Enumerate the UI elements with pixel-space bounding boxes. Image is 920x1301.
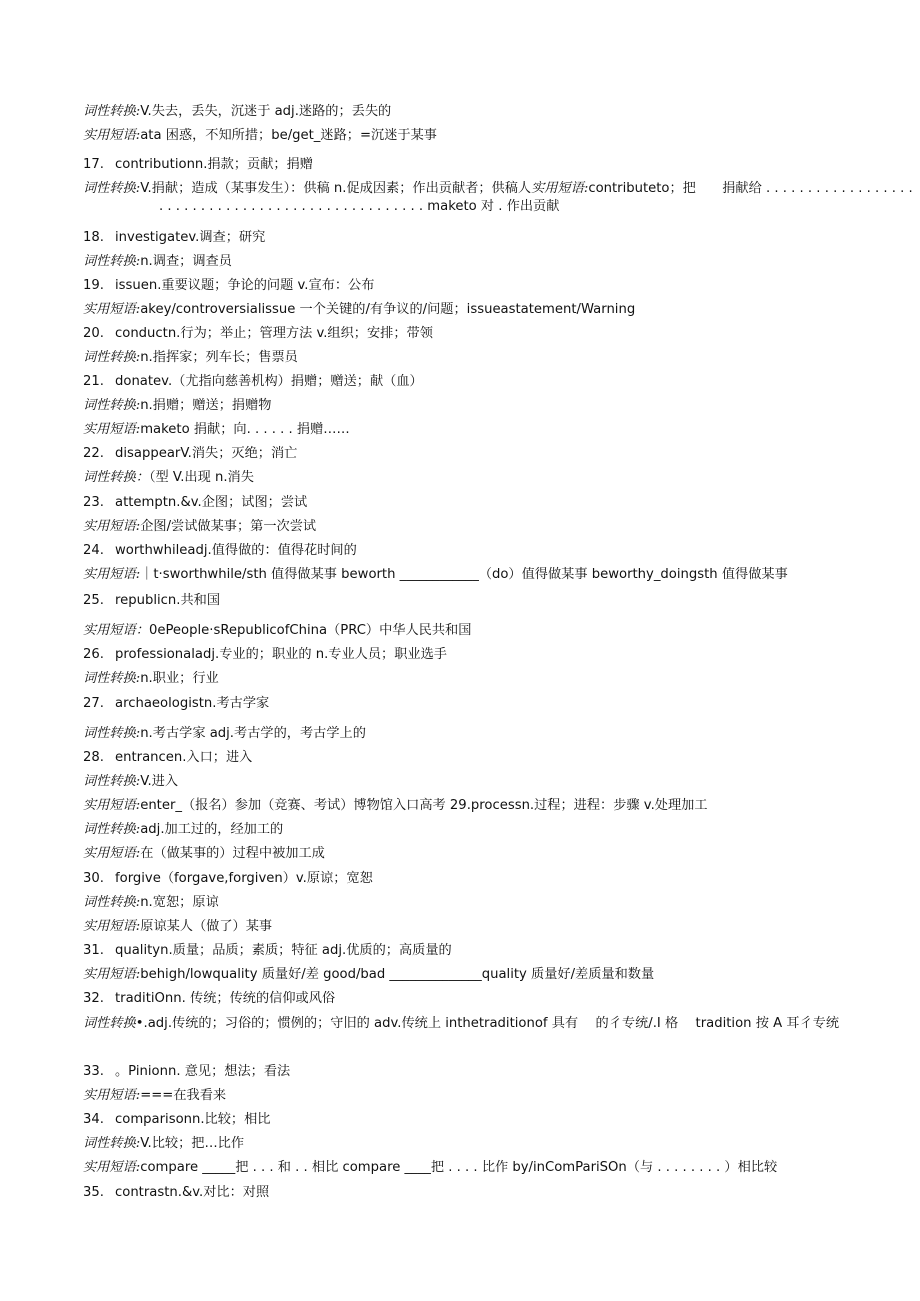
line-text: 0ePeople·sRepublicofChina（PRC）中华人民共和国 xyxy=(148,623,472,638)
line-text: investigatev.调查；研究 xyxy=(115,230,266,245)
entry-number: 22. xyxy=(83,446,104,461)
vocab-entry xyxy=(83,277,843,295)
line-label: 词性转换 xyxy=(83,895,136,910)
line-label: 词性转换 xyxy=(83,822,136,837)
line-text: republicn.共和国 xyxy=(115,593,221,608)
line-label: 实用短语 xyxy=(83,128,136,143)
phrase-line xyxy=(83,518,843,536)
line-text: attemptn.&v.企图；试图；尝试 xyxy=(115,495,308,510)
label-separator: ： xyxy=(135,623,149,638)
line-label: 词性转换 xyxy=(83,398,136,413)
entry-number: 35. xyxy=(83,1185,104,1200)
vocab-entry xyxy=(83,445,843,463)
label-separator: : xyxy=(135,398,141,413)
line-label: 词性转换 xyxy=(83,1136,136,1151)
word-form-line xyxy=(83,180,919,216)
line-label: 词性转换 xyxy=(83,774,136,789)
entry-number: 19. xyxy=(83,278,104,293)
entry-number: 24. xyxy=(83,543,104,558)
word-form-line xyxy=(83,103,843,121)
line-text: ata 困惑，不知所措；be/get_迷路；=沉迷于某事 xyxy=(140,128,437,143)
phrase-line xyxy=(83,1159,843,1177)
line-text: forgive（forgave,forgiven）v.原谅；宽恕 xyxy=(115,871,373,886)
label-separator: : xyxy=(135,967,141,982)
line-text: issuen.重要议题；争论的问题 v.宣布：公布 xyxy=(115,278,375,293)
line-label: 实用短语 xyxy=(83,967,136,982)
line-text: n.调查；调查员 xyxy=(140,254,232,269)
vocab-entry xyxy=(83,695,843,713)
line-label: 实用短语 xyxy=(83,846,136,861)
label-separator: : xyxy=(135,254,141,269)
word-form-line xyxy=(83,349,843,367)
label-separator: • xyxy=(135,1016,144,1031)
vocab-entry xyxy=(83,942,843,960)
phrase-line xyxy=(83,966,843,984)
vocab-entry xyxy=(83,494,843,512)
line-text: entrancen.入口；进入 xyxy=(115,750,253,765)
line-text: ===在我看来 xyxy=(140,1088,227,1103)
line-text: 在（做某事的）过程中被加工成 xyxy=(140,846,325,861)
label-separator: : xyxy=(135,726,141,741)
line-label: 词性转换 xyxy=(83,254,136,269)
line-label: 词性转换 xyxy=(83,350,136,365)
line-text: （型 V.出现 n.消失 xyxy=(148,470,254,485)
line-label: 词性转换 xyxy=(83,470,136,485)
label-separator: : xyxy=(135,302,141,317)
line-text: enter_（报名）参加（竞赛、考试）博物馆入口高考 29.processn.过程；进程：步骤 v.处理加工 xyxy=(140,798,708,813)
entry-number: 26. xyxy=(83,647,104,662)
line-text: V.进入 xyxy=(140,774,179,789)
vocab-entry xyxy=(83,373,843,391)
line-text: adj.加工过的，经加工的 xyxy=(140,822,284,837)
label-separator: : xyxy=(135,519,141,534)
line-text: n.指挥家；列车长；售票员 xyxy=(140,350,298,365)
line-label: 实用短语 xyxy=(83,519,136,534)
line-text: n.职业；行业 xyxy=(140,671,219,686)
label-separator: : xyxy=(135,1136,141,1151)
vocab-entry xyxy=(83,1111,843,1129)
label-separator: : xyxy=(135,822,141,837)
label-separator: : xyxy=(135,104,141,119)
word-form-line xyxy=(83,397,843,415)
phrase-line xyxy=(83,421,843,439)
line-text: n.捐赠；赠送；捐赠物 xyxy=(140,398,272,413)
line-text: worthwhileadj.值得做的：值得花时间的 xyxy=(115,543,357,558)
line-label: 实用短语 xyxy=(83,623,136,638)
line-text: contrastn.&v.对比：对照 xyxy=(115,1185,270,1200)
entry-number: 17. xyxy=(83,157,104,172)
word-form-line xyxy=(83,894,843,912)
label-separator: : xyxy=(135,798,141,813)
label-separator: : xyxy=(583,181,589,196)
label-separator: : xyxy=(135,774,141,789)
line-label: 词性转换 xyxy=(83,104,136,119)
vocab-entry xyxy=(83,1184,843,1202)
line-label: 实用短语 xyxy=(83,1088,136,1103)
line-label: 实用短语 xyxy=(83,567,136,582)
label-separator: : xyxy=(135,919,141,934)
line-text: conductn.行为；举止；管理方法 v.组织；安排；带领 xyxy=(115,326,433,341)
word-form-line xyxy=(83,725,843,743)
line-text: V.捐献；造成（某事发生）：供稿 n.促成因素；作出贡献者；供稿人 xyxy=(140,181,532,196)
label-separator: : xyxy=(135,1160,141,1175)
line-label: 词性转换 xyxy=(83,671,136,686)
line-text: contributeto；把 捐献给 . . . . . . . . . . . . . . . . . . . . . . . . . . . . . . . . . . . . . . . . . . . . . . . . . . maketo 对 . 作出贡献 xyxy=(159,181,913,214)
label-separator: : xyxy=(135,128,141,143)
line-text: 。Pinionn. 意见；想法；看法 xyxy=(115,1064,291,1079)
word-form-line xyxy=(83,469,843,487)
vocab-entry xyxy=(83,870,843,888)
line-text: V.失去，丢失，沉迷于 adj.迷路的；丢失的 xyxy=(140,104,392,119)
line-label: 词性转换 xyxy=(83,181,136,196)
line-text: traditiOnn. 传统；传统的信仰或风俗 xyxy=(115,991,336,1006)
line-label: 实用短语 xyxy=(83,919,136,934)
vocab-entry xyxy=(83,1063,843,1081)
vocab-entry xyxy=(83,592,843,610)
phrase-line xyxy=(83,845,843,863)
line-label: 实用短语 xyxy=(83,798,136,813)
vocab-entry xyxy=(83,646,843,664)
word-form-line xyxy=(83,1015,919,1033)
line-text: maketo 捐献；向. . . . . . 捐赠…… xyxy=(140,422,350,437)
entry-number: 21. xyxy=(83,374,104,389)
line-label: 词性转换 xyxy=(83,726,136,741)
phrase-line xyxy=(83,566,843,584)
entry-number: 30. xyxy=(83,871,104,886)
line-text: contributionn.捐款；贡献；捐赠 xyxy=(115,157,313,172)
vocab-entry xyxy=(83,542,843,560)
line-text: comparisonn.比较；相比 xyxy=(115,1112,271,1127)
label-separator: : xyxy=(135,895,141,910)
word-form-line xyxy=(83,821,843,839)
word-form-line xyxy=(83,773,843,791)
label-separator: : xyxy=(135,422,141,437)
word-form-line xyxy=(83,670,843,688)
vocab-entry xyxy=(83,156,843,174)
label-separator: : xyxy=(135,350,141,365)
vocab-entry xyxy=(83,229,843,247)
phrase-line xyxy=(83,1087,843,1105)
line-label: 实用短语 xyxy=(83,1160,136,1175)
phrase-line xyxy=(83,301,843,319)
line-text: professionaladj.专业的；职业的 n.专业人员；职业选手 xyxy=(115,647,447,662)
line-text: donatev.（尤指向慈善机构）捐赠；赠送；献（血） xyxy=(115,374,423,389)
word-form-line xyxy=(83,1135,843,1153)
line-text: 原谅某人（做了）某事 xyxy=(140,919,273,934)
line-text: .adj.传统的；习俗的；惯例的；守旧的 adv.传统上 inthetraditionof 具有 的彳专统/.I 格 tradition 按 A 耳彳专统 xyxy=(143,1016,840,1031)
line-text: n.考古学家 adj.考古学的，考古学上的 xyxy=(140,726,366,741)
line-label: 实用短语 xyxy=(83,422,136,437)
line-label: 实用短语 xyxy=(531,181,584,196)
entry-number: 27. xyxy=(83,696,104,711)
line-text: 企图/尝试做某事；第一次尝试 xyxy=(140,519,317,534)
line-text: disappearV.消失；灭绝；消亡 xyxy=(115,446,298,461)
entry-number: 33. xyxy=(83,1064,104,1079)
line-text: archaeologistn.考古学家 xyxy=(115,696,270,711)
phrase-line xyxy=(83,797,843,815)
phrase-line xyxy=(83,918,843,936)
line-text: compare _____把 . . . 和 . . 相比 compare ____把 . . . . 比作 by/inComPariSOn（与 . . . . . . . . ）相比较 xyxy=(140,1160,778,1175)
line-text: qualityn.质量；品质；素质；特征 adj.优质的；高质量的 xyxy=(115,943,452,958)
entry-number: 18. xyxy=(83,230,104,245)
label-separator: : xyxy=(135,567,141,582)
vocab-entry xyxy=(83,749,843,767)
line-text: akey/controversialissue 一个关键的/有争议的/问题；issueastatement/Warning xyxy=(140,302,636,317)
line-text: n.宽恕；原谅 xyxy=(140,895,219,910)
line-label: 词性转换 xyxy=(83,1016,136,1031)
phrase-line xyxy=(83,127,843,145)
entry-number: 20. xyxy=(83,326,104,341)
label-separator: : xyxy=(135,1088,141,1103)
label-separator: : xyxy=(135,846,141,861)
vocab-entry xyxy=(83,325,843,343)
line-text: ｜t·sworthwhile/sth 值得做某事 beworth ____________（do）值得做某事 beworthy_doingsth 值得做某事 xyxy=(140,567,788,582)
word-form-line xyxy=(83,253,843,271)
entry-number: 34. xyxy=(83,1112,104,1127)
entry-number: 32. xyxy=(83,991,104,1006)
label-separator: : xyxy=(135,671,141,686)
label-separator: : xyxy=(135,181,141,196)
phrase-line xyxy=(83,622,843,640)
label-separator: ： xyxy=(135,470,149,485)
line-text: V.比较；把…比作 xyxy=(140,1136,245,1151)
entry-number: 25. xyxy=(83,593,104,608)
line-label: 实用短语 xyxy=(83,302,136,317)
entry-number: 31. xyxy=(83,943,104,958)
line-text: behigh/lowquality 质量好/差 good/bad ______________quality 质量好/差质量和数量 xyxy=(140,967,655,982)
entry-number: 23. xyxy=(83,495,104,510)
vocab-entry xyxy=(83,990,843,1008)
entry-number: 28. xyxy=(83,750,104,765)
